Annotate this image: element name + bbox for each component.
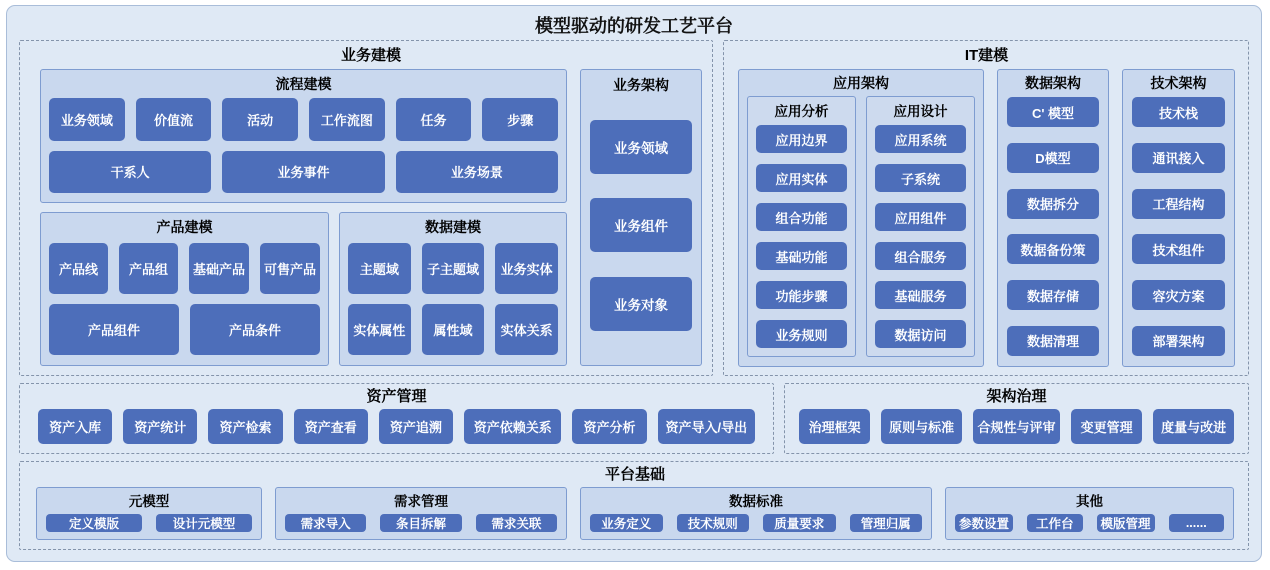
product-row-1 bbox=[49, 243, 320, 294]
technology-architecture-item: 技术栈 bbox=[1132, 97, 1225, 127]
process-row-2 bbox=[49, 151, 558, 194]
product-modeling-rows bbox=[49, 243, 320, 355]
section-architecture-governance bbox=[784, 383, 1249, 454]
business-architecture-box bbox=[580, 69, 702, 366]
process-modeling-title: 流程建模 bbox=[275, 76, 332, 92]
product-item: 可售产品 bbox=[260, 243, 320, 294]
process-item: 业务事件 bbox=[222, 151, 384, 194]
governance-item: 变更管理 bbox=[1071, 409, 1142, 444]
requirement-management-items bbox=[285, 514, 557, 532]
data-standard-item: 质量要求 bbox=[763, 514, 836, 532]
application-analysis-item: 业务规则 bbox=[756, 320, 847, 348]
data-modeling-box bbox=[339, 212, 567, 366]
process-modeling-box bbox=[40, 69, 567, 203]
data-modeling-item: 子主题域 bbox=[422, 243, 485, 294]
data-architecture-item: 数据备份策 bbox=[1007, 234, 1099, 264]
business-modeling-body bbox=[40, 69, 702, 366]
data-standard-item: 技术规则 bbox=[677, 514, 750, 532]
application-design-box bbox=[866, 96, 975, 357]
application-design-item: 子系统 bbox=[875, 164, 966, 192]
middle-row bbox=[19, 383, 1249, 454]
data-modeling-row-2 bbox=[348, 304, 558, 355]
meta-model-item: 设计元模型 bbox=[156, 514, 252, 532]
others-title: 其他 bbox=[1076, 494, 1103, 509]
asset-item: 资产检索 bbox=[208, 409, 282, 444]
process-row-1 bbox=[49, 98, 558, 141]
others-box bbox=[945, 487, 1234, 540]
asset-item: 资产分析 bbox=[572, 409, 646, 444]
process-item: 干系人 bbox=[49, 151, 211, 194]
product-item: 基础产品 bbox=[189, 243, 249, 294]
meta-model-box bbox=[36, 487, 262, 540]
business-architecture-item: 业务领域 bbox=[590, 120, 692, 174]
technology-architecture-item: 技术组件 bbox=[1132, 234, 1225, 264]
application-architecture-box bbox=[738, 69, 984, 367]
application-analysis-item: 基础功能 bbox=[756, 242, 847, 270]
process-item: 业务场景 bbox=[396, 151, 558, 194]
data-modeling-row-1 bbox=[348, 243, 558, 294]
platform-foundation-body bbox=[36, 487, 1234, 540]
bottom-row bbox=[19, 461, 1249, 550]
technology-architecture-item: 容灾方案 bbox=[1132, 280, 1225, 310]
application-design-items bbox=[875, 125, 966, 348]
section-platform-foundation bbox=[19, 461, 1249, 550]
data-standard-title: 数据标准 bbox=[729, 494, 783, 509]
technology-architecture-item: 部署架构 bbox=[1132, 326, 1225, 356]
process-item: 业务领域 bbox=[49, 98, 125, 141]
process-item: 任务 bbox=[396, 98, 472, 141]
asset-item: 资产入库 bbox=[38, 409, 112, 444]
page-title: 模型驱动的研发工艺平台 bbox=[535, 16, 733, 36]
asset-item: 资产查看 bbox=[294, 409, 368, 444]
business-architecture-item: 业务对象 bbox=[590, 277, 692, 331]
data-modeling-item: 实体属性 bbox=[348, 304, 411, 355]
requirement-item: 需求关联 bbox=[476, 514, 557, 532]
technology-architecture-title: 技术架构 bbox=[1150, 75, 1207, 91]
application-design-item: 应用系统 bbox=[875, 125, 966, 153]
section-it-modeling bbox=[723, 40, 1249, 376]
it-modeling-title: IT建模 bbox=[964, 47, 1009, 64]
data-architecture-items bbox=[1007, 97, 1099, 356]
meta-model-items bbox=[46, 514, 252, 532]
application-architecture-cols bbox=[747, 96, 975, 357]
architecture-governance-items bbox=[799, 409, 1234, 444]
asset-management-items bbox=[38, 409, 755, 444]
application-analysis-item: 应用边界 bbox=[756, 125, 847, 153]
architecture-governance-title: 架构治理 bbox=[986, 388, 1047, 405]
section-business-modeling bbox=[19, 40, 713, 376]
technology-architecture-item: 工程结构 bbox=[1132, 189, 1225, 219]
data-architecture-item: 数据清理 bbox=[1007, 326, 1099, 356]
requirement-management-box bbox=[275, 487, 567, 540]
data-architecture-item: D模型 bbox=[1007, 143, 1099, 173]
product-modeling-box bbox=[40, 212, 329, 366]
application-architecture-title: 应用架构 bbox=[833, 75, 889, 91]
product-item: 产品组件 bbox=[49, 304, 179, 355]
application-analysis-item: 组合功能 bbox=[756, 203, 847, 231]
application-analysis-item: 应用实体 bbox=[756, 164, 847, 192]
requirement-management-title: 需求管理 bbox=[394, 494, 448, 509]
application-design-item: 应用组件 bbox=[875, 203, 966, 231]
application-design-item: 组合服务 bbox=[875, 242, 966, 270]
data-standard-box bbox=[580, 487, 932, 540]
platform-foundation-title: 平台基础 bbox=[604, 466, 665, 483]
section-asset-management bbox=[19, 383, 774, 454]
business-modeling-left bbox=[40, 69, 567, 366]
business-modeling-title: 业务建模 bbox=[340, 47, 401, 64]
asset-management-title: 资产管理 bbox=[366, 388, 427, 405]
governance-item: 度量与改进 bbox=[1153, 409, 1234, 444]
data-architecture-box bbox=[997, 69, 1109, 367]
requirement-item: 需求导入 bbox=[285, 514, 366, 532]
layout-rows bbox=[17, 40, 1251, 553]
data-architecture-item: C' 模型 bbox=[1007, 97, 1099, 127]
data-architecture-item: 数据存储 bbox=[1007, 280, 1099, 310]
governance-item: 原则与标准 bbox=[881, 409, 962, 444]
data-modeling-item: 实体关系 bbox=[495, 304, 558, 355]
business-modeling-bottom bbox=[40, 212, 567, 366]
others-item: ...... bbox=[1169, 514, 1224, 532]
business-architecture-item: 业务组件 bbox=[590, 198, 692, 252]
application-analysis-items bbox=[756, 125, 847, 348]
requirement-item: 条目拆解 bbox=[380, 514, 461, 532]
process-item: 活动 bbox=[222, 98, 298, 141]
application-design-title: 应用设计 bbox=[893, 104, 948, 119]
product-row-2 bbox=[49, 304, 320, 355]
data-modeling-title: 数据建模 bbox=[425, 219, 481, 235]
technology-architecture-items bbox=[1132, 97, 1225, 356]
asset-item: 资产统计 bbox=[123, 409, 197, 444]
data-standard-item: 管理归属 bbox=[850, 514, 923, 532]
top-row bbox=[19, 40, 1249, 376]
data-standard-item: 业务定义 bbox=[590, 514, 663, 532]
platform-frame bbox=[6, 5, 1262, 562]
process-modeling-rows bbox=[49, 98, 558, 193]
process-item: 步骤 bbox=[482, 98, 558, 141]
product-item: 产品条件 bbox=[190, 304, 320, 355]
application-analysis-title: 应用分析 bbox=[774, 104, 829, 119]
technology-architecture-item: 通讯接入 bbox=[1132, 143, 1225, 173]
product-item: 产品线 bbox=[49, 243, 108, 294]
process-item: 工作流图 bbox=[309, 98, 385, 141]
meta-model-title: 元模型 bbox=[128, 494, 170, 509]
product-modeling-title: 产品建模 bbox=[156, 219, 213, 235]
asset-item: 资产依赖关系 bbox=[464, 409, 561, 444]
asset-item: 资产导入/导出 bbox=[658, 409, 755, 444]
data-modeling-item: 业务实体 bbox=[495, 243, 558, 294]
governance-item: 治理框架 bbox=[799, 409, 870, 444]
application-design-item: 数据访问 bbox=[875, 320, 966, 348]
others-item: 工作台 bbox=[1027, 514, 1082, 532]
data-modeling-item: 属性域 bbox=[422, 304, 485, 355]
governance-item: 合规性与评审 bbox=[973, 409, 1060, 444]
others-item: 模版管理 bbox=[1097, 514, 1155, 532]
application-analysis-item: 功能步骤 bbox=[756, 281, 847, 309]
others-item: 参数设置 bbox=[955, 514, 1013, 532]
business-architecture-items bbox=[590, 95, 692, 355]
asset-item: 资产追溯 bbox=[379, 409, 453, 444]
process-item: 价值流 bbox=[136, 98, 212, 141]
data-modeling-rows bbox=[348, 243, 558, 355]
technology-architecture-box bbox=[1122, 69, 1235, 367]
data-architecture-title: 数据架构 bbox=[1025, 75, 1081, 91]
it-modeling-body bbox=[738, 69, 1235, 367]
application-analysis-box bbox=[747, 96, 856, 357]
product-item: 产品组 bbox=[119, 243, 178, 294]
meta-model-item: 定义模版 bbox=[46, 514, 142, 532]
application-design-item: 基础服务 bbox=[875, 281, 966, 309]
others-items bbox=[955, 514, 1224, 532]
data-standard-items bbox=[590, 514, 922, 532]
data-modeling-item: 主题域 bbox=[348, 243, 411, 294]
data-architecture-item: 数据拆分 bbox=[1007, 189, 1099, 219]
business-architecture-title: 业务架构 bbox=[613, 77, 669, 93]
